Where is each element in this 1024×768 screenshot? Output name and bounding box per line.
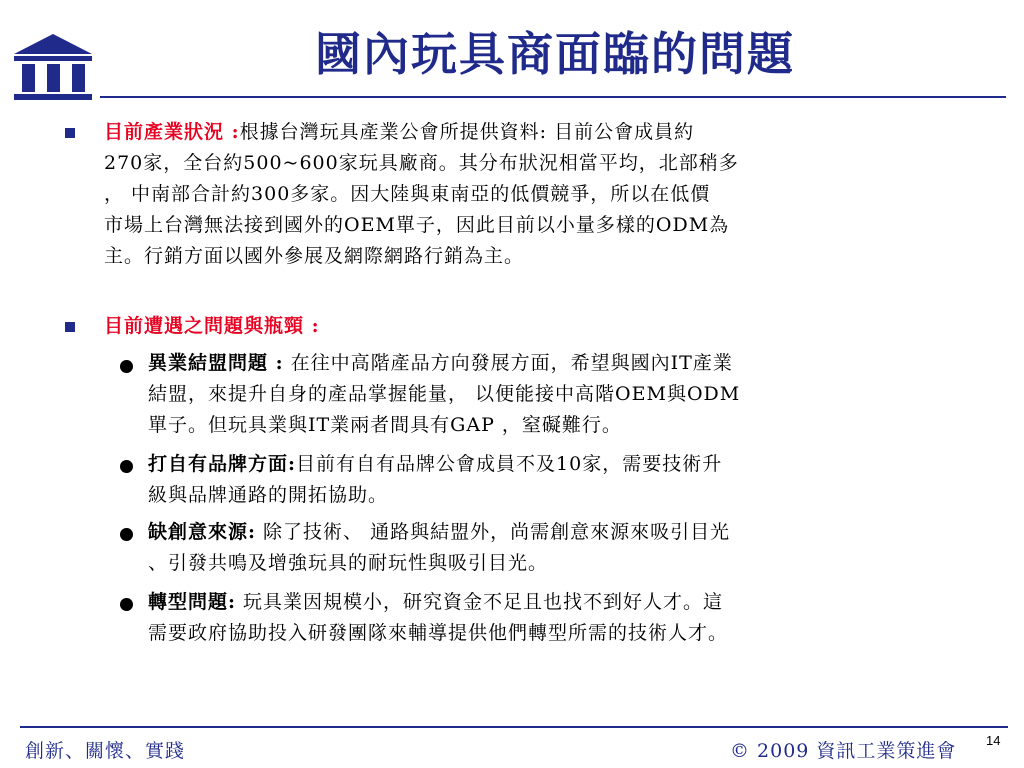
problem-label: 缺創意來源: — [148, 521, 257, 543]
square-bullet-icon — [65, 128, 75, 138]
slide-title: 國內玩具商面臨的問題 — [315, 27, 795, 81]
paragraph-line: 主。行銷方面以國外參展及網際網路行銷為主。 — [104, 245, 525, 267]
footer-slogan: 創新、關懷、實踐 — [25, 740, 186, 762]
problem-line: 在往中高階產品方向發展方面，希望與國內IT產業 — [283, 352, 733, 374]
section-problems — [104, 311, 974, 342]
round-bullet-icon — [120, 360, 133, 373]
section-heading: 目前產業狀況 : — [104, 121, 240, 143]
problem-line: 單子。但玩具業與IT業兩者間具有GAP ，窒礙難行。 — [148, 414, 622, 436]
problem-label: 異業結盟問題 : — [148, 352, 284, 374]
section-industry-status — [104, 117, 974, 272]
problem-line: 需要政府協助投入研發團隊來輔導提供他們轉型所需的技術人才。 — [148, 622, 729, 644]
problem-line: 結盟，來提升自身的產品掌握能量， 以便能接中高階OEM與ODM — [148, 383, 741, 405]
problem-label: 打自有品牌方面: — [148, 453, 297, 475]
section-heading: 目前遭遇之問題與瓶頸 : — [104, 315, 320, 337]
problem-item — [148, 348, 978, 441]
page-number: 14 — [986, 733, 1001, 748]
problem-line: 、引發共鳴及增強玩具的耐玩性與吸引目光。 — [148, 552, 549, 574]
paragraph-line: ， 中南部合計約300多家。因大陸與東南亞的低價競爭，所以在低價 — [104, 183, 711, 205]
paragraph-line: 根據台灣玩具產業公會所提供資料: 目前公會成員約 — [239, 121, 695, 143]
problem-item — [148, 517, 978, 579]
footer-copyright: © 2009 資訊工業策進會 — [730, 740, 957, 762]
square-bullet-icon — [65, 322, 75, 332]
round-bullet-icon — [120, 528, 133, 541]
round-bullet-icon — [120, 598, 133, 611]
round-bullet-icon — [120, 460, 133, 473]
problem-line: 目前有自有品牌公會成員不及10家，需要技術升 — [296, 453, 723, 475]
problem-line: 玩具業因規模小，研究資金不足且也找不到好人才。這 — [236, 591, 724, 613]
problem-line: 級與品牌通路的開拓協助。 — [148, 484, 389, 506]
paragraph-line: 270家，全台約500~600家玩具廠商。其分布狀況相當平均，北部稍多 — [104, 152, 739, 174]
problem-item — [148, 449, 978, 511]
problem-label: 轉型問題: — [148, 591, 237, 613]
problem-item — [148, 587, 978, 649]
paragraph-line: 市場上台灣無法接到國外的OEM單子，因此目前以小量多樣的ODM為 — [104, 214, 730, 236]
footer-divider — [20, 726, 1008, 728]
problem-line: 除了技術、 通路與結盟外，尚需創意來源來吸引目光 — [256, 521, 731, 543]
